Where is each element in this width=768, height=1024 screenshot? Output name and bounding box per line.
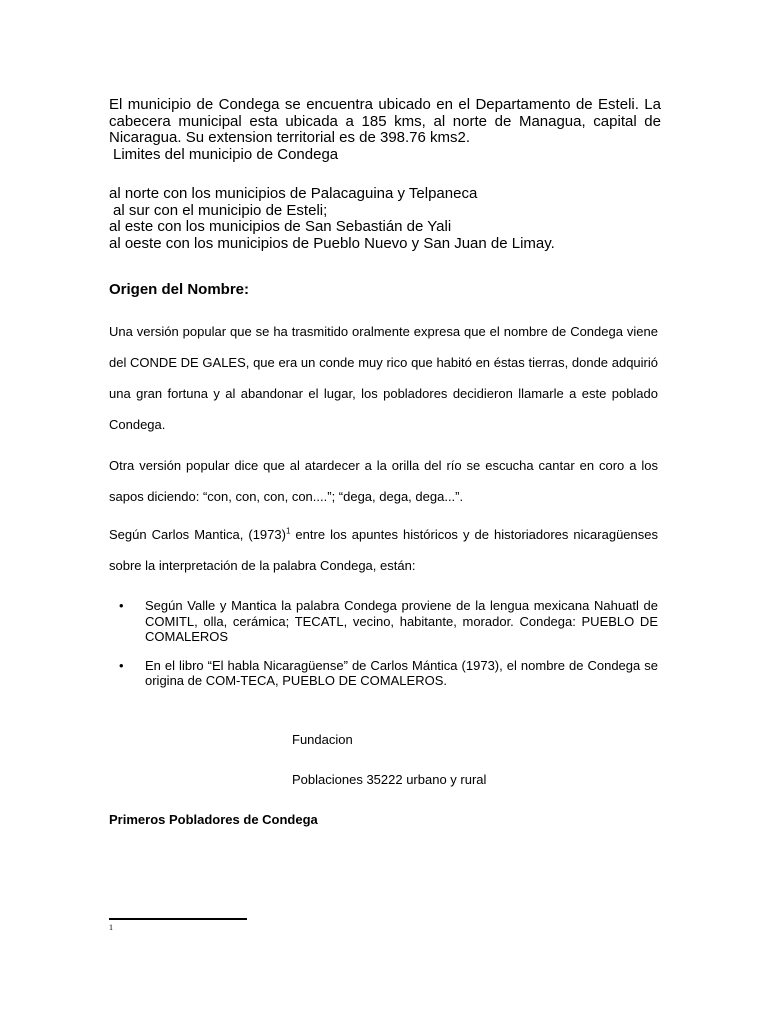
footnote-number: 1 (109, 923, 113, 932)
bullet-point-icon: • (119, 657, 124, 673)
poblaciones-label: Poblaciones 35222 urbano y rural (292, 772, 487, 787)
origin-paragraph-3 (109, 519, 658, 581)
origin-paragraph-3-text (109, 519, 658, 581)
limits-title: Limites del municipio de Condega (113, 145, 339, 163)
origin-paragraph-2-text: Otra versión popular dice que al atardecer a la orilla del río se escucha cantar en coro a los sapos diciendo: “con, con, con, con....”; “dega, dega, dega...”. (109, 458, 658, 504)
origin-heading: Origen del Nombre: (109, 281, 250, 298)
origin-paragraph-1 (109, 316, 658, 440)
limits-list (109, 186, 669, 252)
fundacion-label: Fundacion (292, 732, 353, 747)
footnote-reference[interactable]: 1 (285, 526, 291, 536)
bullet-item-text: En el libro “El habla Nicaragüense” de Carlos Mántica (1973), el nombre de Condega se origina de COM-TECA, PUEBLO DE COMALEROS. (145, 657, 658, 688)
bullet-item (109, 598, 658, 645)
bullet-item-text: Según Valle y Mantica la palabra Condega proviene de la lengua mexicana Nahuatl de COMITL, olla, cerámica; TECATL, vecino, habitante, morador. Condega: PUEBLO DE COMALEROS (145, 598, 658, 644)
origin-paragraph-1-text: Una versión popular que se ha trasmitido oralmente expresa que el nombre de Condega viene del CONDE DE GALES, que era un conde muy rico que habitó en éstas tierras, donde adquirió una gran fortuna y al abandonar el lugar, los pobladores decidieron llamarle a este poblado Condega. (109, 324, 658, 432)
footnote-separator (109, 918, 247, 920)
origin-paragraph-3-end: entre los apuntes históricos y de historiadores nicaragüenses sobre la interpretación de la palabra Condega, están: (109, 527, 658, 573)
limit-north: al norte con los municipios de Palacaguina y Telpaneca (109, 185, 478, 202)
intro-paragraph: El municipio de Condega se encuentra ubicado en el Departamento de Esteli. La cabecera municipal esta ubicada a 185 kms, al norte de Managua, capital de Nicaragua. Su extension territorial es de 398.76 kms2. (109, 96, 661, 146)
limit-west: al oeste con los municipios de Pueblo Nuevo y San Juan de Limay. (109, 234, 555, 252)
limit-south: al sur con el municipio de Esteli; (113, 201, 328, 219)
bullet-point-icon: • (119, 598, 124, 613)
bullet-list (109, 598, 658, 689)
primeros-pobladores-heading: Primeros Pobladores de Condega (109, 812, 318, 827)
intro-section (109, 97, 661, 163)
origin-paragraph-3-start: Según Carlos Mantica, (1973) (109, 527, 286, 542)
limit-east: al este con los municipios de San Sebastián de Yali (109, 218, 452, 235)
origin-paragraph-2 (109, 450, 658, 512)
bullet-item (109, 658, 658, 689)
